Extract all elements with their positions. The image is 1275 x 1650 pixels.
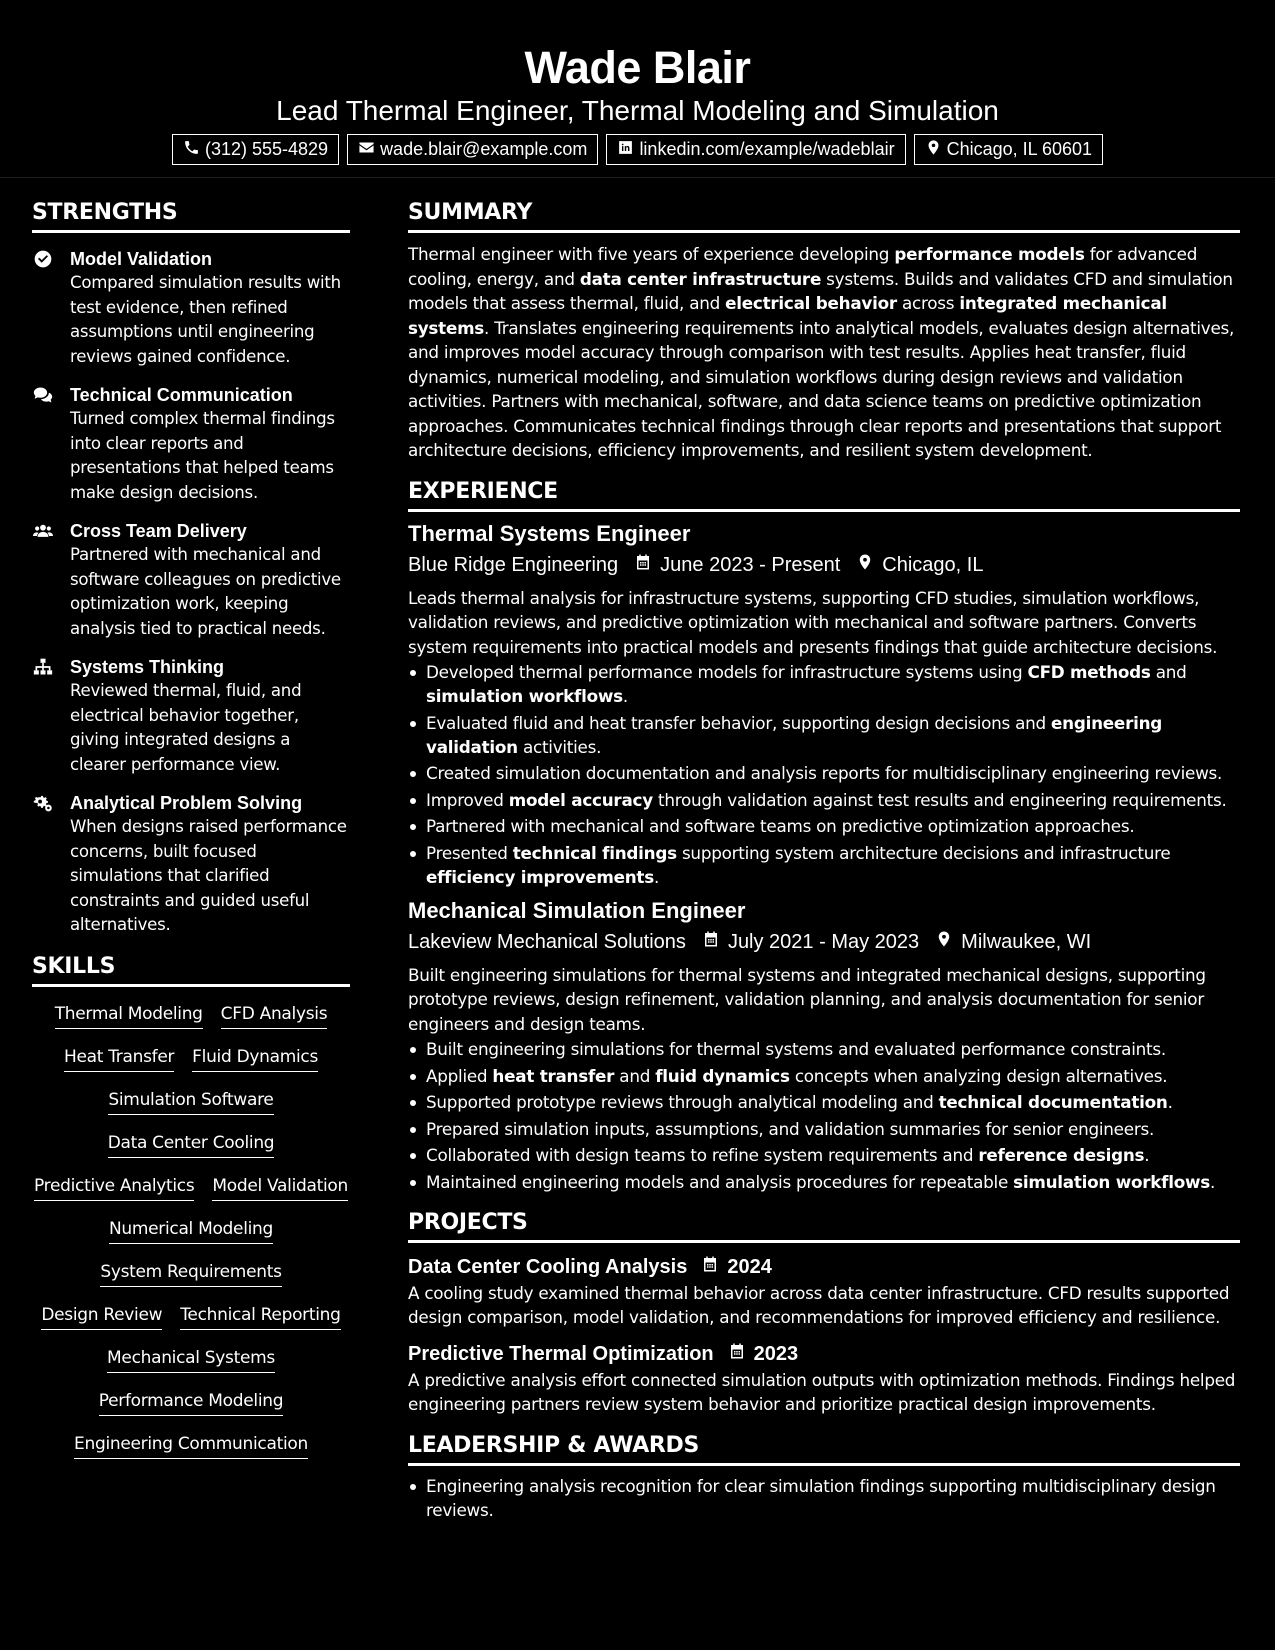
contact-email[interactable] <box>347 134 598 165</box>
project-title: Data Center Cooling Analysis <box>408 1255 688 1278</box>
map-pin-icon <box>935 927 953 957</box>
job-bullet <box>408 1064 1240 1088</box>
text-run: Applied <box>426 1065 493 1086</box>
job-bullet <box>408 711 1240 759</box>
job-bullet <box>408 788 1240 812</box>
strength-desc: When designs raised performance concerns, built focused simulations that clarified constraints and guided useful alternatives. <box>70 817 347 934</box>
job-bullet <box>408 1170 1240 1194</box>
phone-icon <box>183 139 200 161</box>
job-description: Built engineering simulations for thermal systems and integrated mechanical designs, supporting prototype reviews, design refinement, validation planning, and analysis documentation for senior engineers and design teams. <box>408 964 1206 1034</box>
leadership-list <box>408 1474 1240 1522</box>
skill-tag: Design Review <box>41 1302 162 1330</box>
sitemap-icon <box>32 657 54 677</box>
skill-tag: Engineering Communication <box>74 1431 308 1459</box>
skill-tag: Mechanical Systems <box>107 1345 275 1373</box>
gears-icon <box>32 793 54 813</box>
strength-item <box>32 519 350 641</box>
job-meta <box>408 927 1240 957</box>
skill-tag: Thermal Modeling <box>55 1001 203 1029</box>
company-name: Lakeview Mechanical Solutions <box>408 930 686 953</box>
experience-heading: EXPERIENCE <box>408 477 1240 512</box>
skill-tag: Numerical Modeling <box>109 1216 273 1244</box>
text-run: Maintained engineering models and analysis procedures for repeatable <box>426 1171 1014 1192</box>
text-run: Developed thermal performance models for infrastructure systems using <box>426 662 1028 682</box>
skill-tag: Simulation Software <box>108 1087 273 1115</box>
job-entry <box>408 897 1240 1194</box>
text-run: Partnered with mechanical and software teams on predictive optimization approaches. <box>426 816 1135 836</box>
strength-desc: Partnered with mechanical and software colleagues on predictive optimization work, keeping analysis tied to practical needs. <box>70 545 341 638</box>
skills-heading: SKILLS <box>32 952 350 987</box>
location-text: Chicago, IL 60601 <box>946 139 1093 159</box>
job-bullet <box>408 1090 1240 1114</box>
job-bullet <box>408 761 1240 785</box>
strength-item <box>32 791 350 938</box>
job-bullet <box>408 814 1240 838</box>
project-desc: A predictive analysis effort connected simulation outputs with optimization methods. Findings helped engineering partners review system behavior and prioritize practical design improvements. <box>408 1369 1236 1414</box>
text-run: and <box>1150 662 1187 682</box>
strength-item <box>32 247 350 369</box>
job-bullets <box>408 1037 1240 1194</box>
phone-text: (312) 555-4829 <box>204 139 329 159</box>
right-column <box>408 198 1240 1524</box>
left-column <box>32 198 350 1459</box>
bold-text: engineering validation <box>426 712 1163 757</box>
strength-title: Cross Team Delivery <box>70 521 247 541</box>
text-run: . <box>1167 1092 1173 1112</box>
skill-tag: Data Center Cooling <box>108 1130 275 1158</box>
strength-title: Model Validation <box>70 249 213 269</box>
job-dates: July 2021 - May 2023 <box>727 930 920 953</box>
job-location: Milwaukee, WI <box>961 930 1092 953</box>
text-run: Improved <box>426 789 509 810</box>
contact-bar <box>0 134 1275 165</box>
bold-text: CFD methods <box>1027 662 1151 682</box>
text-run: supporting system architecture decisions and infrastructure <box>676 842 1171 863</box>
text-run: . <box>653 866 660 887</box>
text-run: Prepared simulation inputs, assumptions, and validation summaries for senior engineers. <box>426 1118 1155 1139</box>
project-title: Predictive Thermal Optimization <box>408 1342 714 1365</box>
job-location: Chicago, IL <box>882 553 984 576</box>
skill-tag: Predictive Analytics <box>34 1173 194 1201</box>
text-run: across <box>896 293 960 313</box>
job-entry <box>408 520 1240 889</box>
map-pin-icon <box>925 139 942 161</box>
text-run: . <box>1210 1171 1216 1192</box>
skill-tag: Fluid Dynamics <box>192 1044 318 1072</box>
calendar-icon <box>701 1253 719 1281</box>
job-bullet <box>408 1117 1240 1141</box>
bold-text: reference designs <box>978 1145 1145 1165</box>
candidate-title: Lead Thermal Engineer, Thermal Modeling and Simulation <box>276 95 999 126</box>
job-bullet <box>408 1037 1240 1061</box>
text-run: systems. Builds and validates CFD and simulation models that assess thermal, fluid, and <box>408 268 1233 313</box>
bold-text: fluid dynamics <box>655 1065 790 1086</box>
skills-list <box>32 1001 350 1459</box>
project-year: 2023 <box>753 1342 799 1365</box>
skill-tag: Heat Transfer <box>64 1044 174 1072</box>
text-run: activities. <box>517 736 602 757</box>
bold-text: data center infrastructure <box>579 268 822 289</box>
check-circle-icon <box>32 249 54 269</box>
strength-desc: Turned complex thermal findings into clear reports and presentations that helped teams make design decisions. <box>70 409 335 502</box>
text-run: . Translates engineering requirements into analytical models, evaluates design alternatives, and improves model accuracy through comparison with test results. Applies heat transfer, fluid dynamics, numerical modeling, and simulation workflows during design reviews and validation activities. Partners with mechanical, software, and data science teams on predictive optimization approaches. Communicates technical findings through clear reports and presentations that support architecture decisions, efficiency improvements, and resilient system development. <box>408 317 1235 460</box>
strength-desc: Compared simulation results with test evidence, then refined assumptions until engineering reviews gained confidence. <box>70 273 341 366</box>
job-bullet <box>408 660 1240 708</box>
text-run: . <box>622 686 628 706</box>
project-entry <box>408 1253 1240 1330</box>
strength-desc: Reviewed thermal, fluid, and electrical behavior together, giving integrated designs a clearer performance view. <box>70 681 302 774</box>
calendar-icon <box>728 1340 746 1368</box>
bold-text: performance models <box>894 244 1085 264</box>
job-dates: June 2023 - Present <box>660 553 841 576</box>
linkedin-icon <box>617 139 634 161</box>
candidate-name: Wade Blair <box>524 42 751 93</box>
map-pin-icon <box>856 550 874 580</box>
bold-text: efficiency improvements <box>426 866 654 887</box>
bold-text: heat transfer <box>492 1065 615 1086</box>
project-desc: A cooling study examined thermal behavior across data center infrastructure. CFD results supported design comparison, model validation, and recommendations for improved efficiency and resilience. <box>408 1282 1230 1327</box>
bold-text: model accuracy <box>508 789 653 810</box>
skill-tag: CFD Analysis <box>221 1001 328 1029</box>
text-run: . <box>1144 1145 1150 1165</box>
job-bullets <box>408 660 1240 889</box>
text-run: Created simulation documentation and analysis reports for multidisciplinary engineering reviews. <box>426 763 1223 783</box>
text-run: concepts when analyzing design alternatives. <box>789 1065 1168 1086</box>
strengths-list <box>32 247 350 938</box>
calendar-icon <box>702 927 720 957</box>
job-bullet <box>408 841 1240 889</box>
contact-location <box>914 134 1103 165</box>
job-title: Thermal Systems Engineer <box>408 520 691 546</box>
text-run: for advanced cooling, energy, and <box>408 244 1198 289</box>
company-name: Blue Ridge Engineering <box>408 553 619 576</box>
text-run: Thermal engineer with five years of experience developing <box>408 244 895 264</box>
project-title-row <box>408 1340 1240 1368</box>
text-run: Built engineering simulations for thermal systems and evaluated performance constraints. <box>426 1039 1166 1059</box>
envelope-icon <box>358 139 375 161</box>
bold-text: simulation workflows <box>1013 1171 1211 1192</box>
text-run: and <box>614 1065 656 1086</box>
text-run: Supported prototype reviews through analytical modeling and <box>426 1092 939 1112</box>
summary-text <box>408 242 1240 463</box>
bold-text: electrical behavior <box>725 293 897 313</box>
strengths-heading: STRENGTHS <box>32 198 350 233</box>
calendar-icon <box>634 550 652 580</box>
job-bullet <box>408 1143 1240 1167</box>
skill-tag: Model Validation <box>212 1173 348 1201</box>
strength-title: Technical Communication <box>70 385 293 405</box>
linkedin-text: linkedin.com/example/wadeblair <box>639 139 895 159</box>
bold-text: technical findings <box>512 842 677 863</box>
comments-icon <box>32 385 54 405</box>
project-title-row <box>408 1253 1240 1281</box>
strength-item <box>32 655 350 777</box>
project-year: 2024 <box>727 1255 772 1278</box>
bold-text: integrated mechanical systems <box>408 293 1167 338</box>
contact-phone[interactable] <box>172 134 339 165</box>
text-run: Collaborated with design teams to refine system requirements and <box>426 1145 979 1165</box>
job-description: Leads thermal analysis for infrastructure systems, supporting CFD studies, simulation workflows, validation reviews, and predictive optimization with mechanical and software partners. Converts system requirements into practical models and presents findings that guide architecture decisions. <box>408 587 1218 657</box>
resume-header <box>0 0 1275 178</box>
project-entry <box>408 1340 1240 1417</box>
job-meta <box>408 550 1240 580</box>
leadership-item: Engineering analysis recognition for clear simulation findings supporting multidisciplinary design reviews. <box>408 1474 1240 1522</box>
contact-linkedin[interactable] <box>606 134 905 165</box>
strength-title: Analytical Problem Solving <box>70 793 303 813</box>
email-text: wade.blair@example.com <box>380 139 588 159</box>
text-run: through validation against test results and engineering requirements. <box>652 789 1227 810</box>
strength-item <box>32 383 350 505</box>
job-title: Mechanical Simulation Engineer <box>408 897 746 923</box>
strength-title: Systems Thinking <box>70 657 225 677</box>
text-run: Presented <box>426 842 513 863</box>
leadership-heading: LEADERSHIP & AWARDS <box>408 1431 1240 1466</box>
skill-tag: Technical Reporting <box>180 1302 340 1330</box>
skill-tag: Performance Modeling <box>99 1388 283 1416</box>
text-run: Evaluated fluid and heat transfer behavior, supporting design decisions and <box>426 712 1052 733</box>
projects-heading: PROJECTS <box>408 1208 1240 1243</box>
bold-text: simulation workflows <box>426 686 623 706</box>
summary-heading: SUMMARY <box>408 198 1240 233</box>
skill-tag: System Requirements <box>100 1259 281 1287</box>
users-icon <box>32 521 54 541</box>
bold-text: technical documentation <box>938 1092 1168 1112</box>
